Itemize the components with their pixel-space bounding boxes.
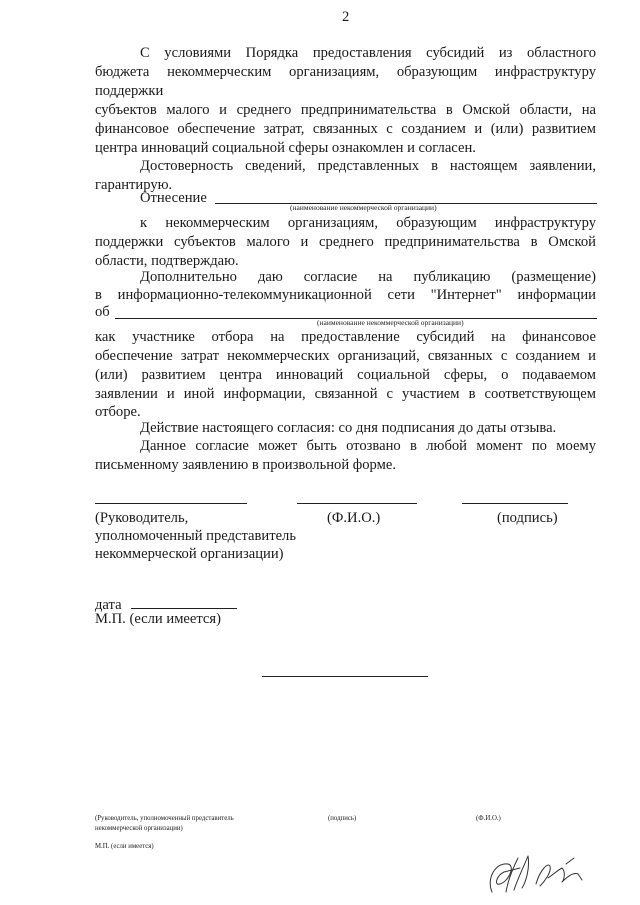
page-number: 2 xyxy=(342,9,350,25)
attribution-line1: к некоммерческим организациям, образующим инфраструктуру xyxy=(140,215,596,231)
role-label-line3: некоммерческой организации) xyxy=(95,546,284,562)
consent-line8: отборе. xyxy=(95,404,141,420)
para1-line4: субъектов малого и среднего предпринимательства в Омской области, на xyxy=(95,102,596,118)
para2-line2: гарантирую. xyxy=(95,177,173,193)
role-label-line1: (Руководитель, xyxy=(95,510,189,526)
fio-signature-line xyxy=(297,503,417,504)
revocation-line2: письменному заявлению в произвольной форме. xyxy=(95,457,396,473)
footer-stamp: М.П. (если имеется) xyxy=(95,843,154,850)
attribution-line2: поддержки субъектов малого и среднего предпринимательства в Омской xyxy=(95,234,596,250)
para1-line1: С условиями Порядка предоставления субсидий из областного xyxy=(140,45,596,61)
para1-line5: финансовое обеспечение затрат, связанных с созданием и (или) развитием xyxy=(95,121,596,137)
date-label: дата xyxy=(95,597,122,613)
attribution-label: Отнесение xyxy=(140,190,207,206)
footer-role-line1: (Руководитель, уполномоченный представитель xyxy=(95,815,234,822)
footer-fio: (Ф.И.О.) xyxy=(476,815,501,822)
attribution-line3: области, подтверждаю. xyxy=(95,253,239,269)
para1-line2: бюджета некоммерческим организациям, образующим инфраструктуру xyxy=(95,64,596,80)
footer-signature: (подпись) xyxy=(328,815,357,822)
consent-line5: обеспечение затрат некоммерческих организаций, связанных с созданием и xyxy=(95,348,596,364)
attribution-caption: (наименование некоммерческой организации) xyxy=(290,203,437,212)
para1-line6: центра инноваций социальной сферы ознакомлен и согласен. xyxy=(95,140,476,156)
footer-role-line2: некоммерческой организации) xyxy=(95,825,183,832)
handwritten-signature xyxy=(478,848,598,898)
consent-line1: Дополнительно даю согласие на публикацию (размещение) xyxy=(140,269,596,285)
fio-label: (Ф.И.О.) xyxy=(327,510,381,526)
date-fill-line xyxy=(131,608,237,609)
signature-line xyxy=(462,503,568,504)
para2-line1: Достоверность сведений, представленных в настоящем заявлении, xyxy=(140,158,596,174)
separator-line xyxy=(262,676,428,677)
stamp-label: М.П. (если имеется) xyxy=(95,611,221,627)
consent-line4: как участнике отбора на предоставление субсидий на финансовое xyxy=(95,329,596,345)
revocation-line1: Данное согласие может быть отозвано в любой момент по моему xyxy=(140,438,596,454)
consent-caption: (наименование некоммерческой организации) xyxy=(317,318,464,327)
role-label-line2: уполномоченный представитель xyxy=(95,528,296,544)
consent-line6: (или) развитием центра инноваций социальной сферы, о подаваемом xyxy=(95,367,596,383)
signature-label: (подпись) xyxy=(497,510,558,526)
para1-line3: поддержки xyxy=(95,83,164,99)
consent-line7: заявлении и иной информации, связанной с участием в соответствующем xyxy=(95,386,596,402)
consent-line2: в информационно-телекоммуникационной сети "Интернет" информации xyxy=(95,287,596,303)
role-signature-line xyxy=(95,503,247,504)
consent-line3-prefix: об xyxy=(95,304,110,320)
validity-text: Действие настоящего согласия: со дня подписания до даты отзыва. xyxy=(140,420,557,436)
